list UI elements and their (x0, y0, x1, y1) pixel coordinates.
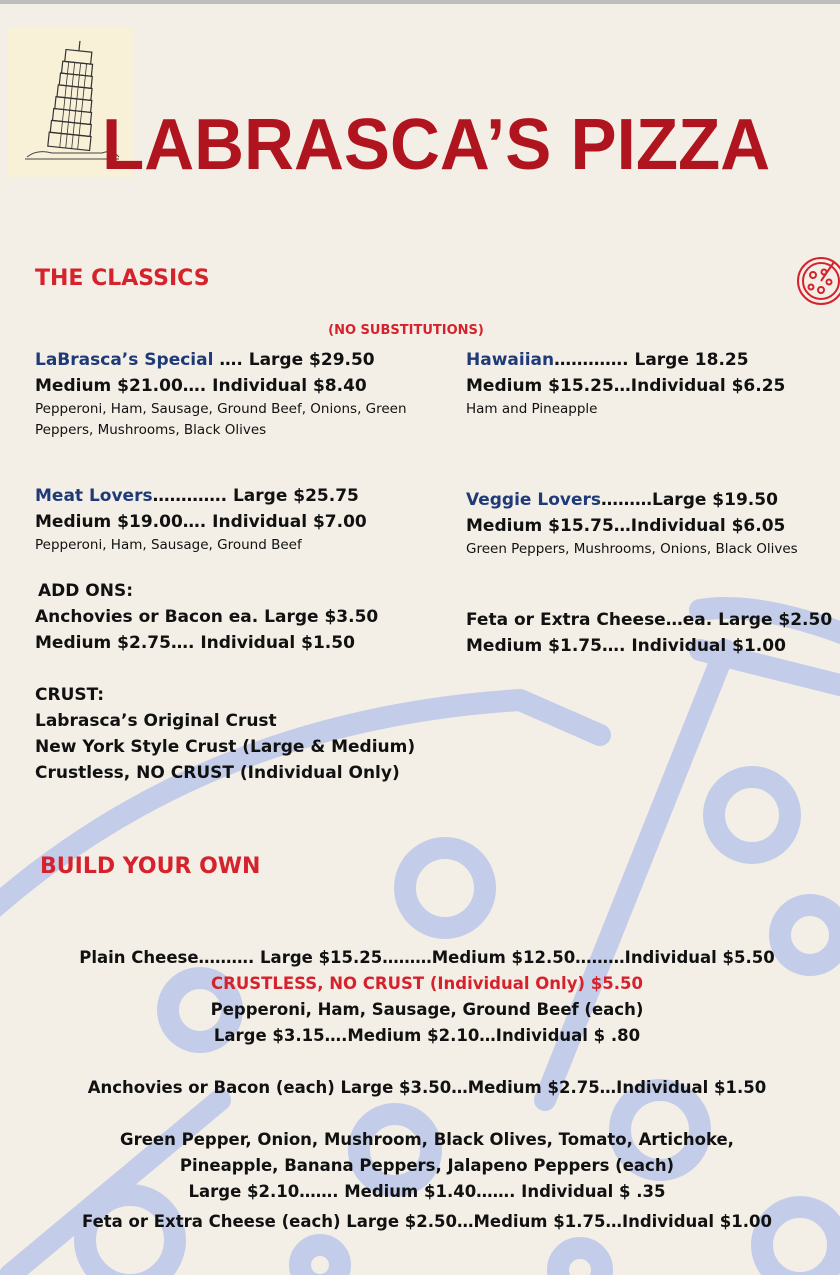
item-description: Pepperoni, Ham, Sausage, Ground Beef, Onions, Green Peppers, Mushrooms, Black Olives (35, 401, 407, 438)
item-prices: Medium $21.00…. Individual $8.40 (35, 376, 367, 396)
pizza-icon (796, 250, 840, 312)
item-description: Ham and Pineapple (466, 401, 598, 417)
item-name: Veggie Lovers (466, 490, 601, 510)
item-name: Meat Lovers (35, 486, 153, 506)
addon-line: Medium $1.75…. Individual $1.00 (466, 636, 786, 656)
crust-option: Crustless, NO CRUST (Individual Only) (35, 763, 400, 783)
veggie-toppings-line: Green Pepper, Onion, Mushroom, Black Olives, Tomato, Artichoke, (120, 1130, 734, 1149)
build-your-own-heading: BUILD YOUR OWN (40, 854, 261, 879)
crust-option: New York Style Crust (Large & Medium) (35, 737, 416, 757)
veggie-toppings-prices: Large $2.10……. Medium $1.40……. Individual $ .35 (188, 1182, 666, 1201)
addons-heading: ADD ONS: (38, 581, 134, 601)
item-name: Hawaiian (466, 350, 555, 370)
crust-option: Labrasca’s Original Crust (35, 711, 277, 731)
menu-item-veggie-lovers (466, 487, 798, 560)
plain-cheese-line: Plain Cheese………. Large $15.25………Medium $12.50………Individual $5.50 (79, 948, 775, 967)
crustless-line: CRUSTLESS, NO CRUST (Individual Only) $5.50 (211, 974, 643, 993)
anchovies-bacon-line: Anchovies or Bacon (each) Large $3.50…Medium $2.75…Individual $1.50 (87, 1078, 767, 1097)
addons-right (466, 607, 832, 659)
addon-line: Feta or Extra Cheese…ea. Large $2.50 (466, 610, 833, 630)
item-name: LaBrasca’s Special (35, 350, 214, 370)
item-description: Pepperoni, Ham, Sausage, Ground Beef (35, 537, 302, 553)
item-large-price: …………. Large $25.75 (152, 486, 359, 506)
item-large-price: ………Large $19.50 (601, 490, 778, 510)
classics-heading: THE CLASSICS (35, 266, 210, 291)
meat-toppings-line: Pepperoni, Ham, Sausage, Ground Beef (each) (210, 1000, 644, 1019)
item-large-price: …. Large $29.50 (213, 350, 375, 370)
item-prices: Medium $15.25…Individual $6.25 (466, 376, 786, 396)
item-prices: Medium $15.75…Individual $6.05 (466, 516, 786, 536)
addons-left (35, 604, 378, 656)
page-title: LABRASCA’S PIZZA (102, 105, 771, 185)
crust-heading: CRUST: (35, 685, 105, 705)
crust-section (35, 682, 415, 786)
top-border (0, 0, 840, 4)
feta-cheese-line: Feta or Extra Cheese (each) Large $2.50…Medium $1.75…Individual $1.00 (82, 1212, 772, 1231)
veggie-toppings-line-2: Pineapple, Banana Peppers, Jalapeno Peppers (each) (179, 1156, 675, 1175)
item-description: Green Peppers, Mushrooms, Onions, Black Olives (466, 541, 798, 557)
menu-item-meat-lovers (35, 483, 367, 556)
addon-line: Medium $2.75…. Individual $1.50 (35, 633, 355, 653)
item-large-price: …………. Large 18.25 (554, 350, 749, 370)
item-prices: Medium $19.00…. Individual $7.00 (35, 512, 367, 532)
menu-item-labrasca-special (35, 347, 435, 441)
addon-line: Anchovies or Bacon ea. Large $3.50 (35, 607, 379, 627)
no-substitutions-note: (NO SUBSTITUTIONS) (328, 323, 484, 338)
meat-toppings-prices: Large $3.15….Medium $2.10…Individual $ .80 (213, 1026, 641, 1045)
menu-item-hawaiian (466, 347, 785, 420)
